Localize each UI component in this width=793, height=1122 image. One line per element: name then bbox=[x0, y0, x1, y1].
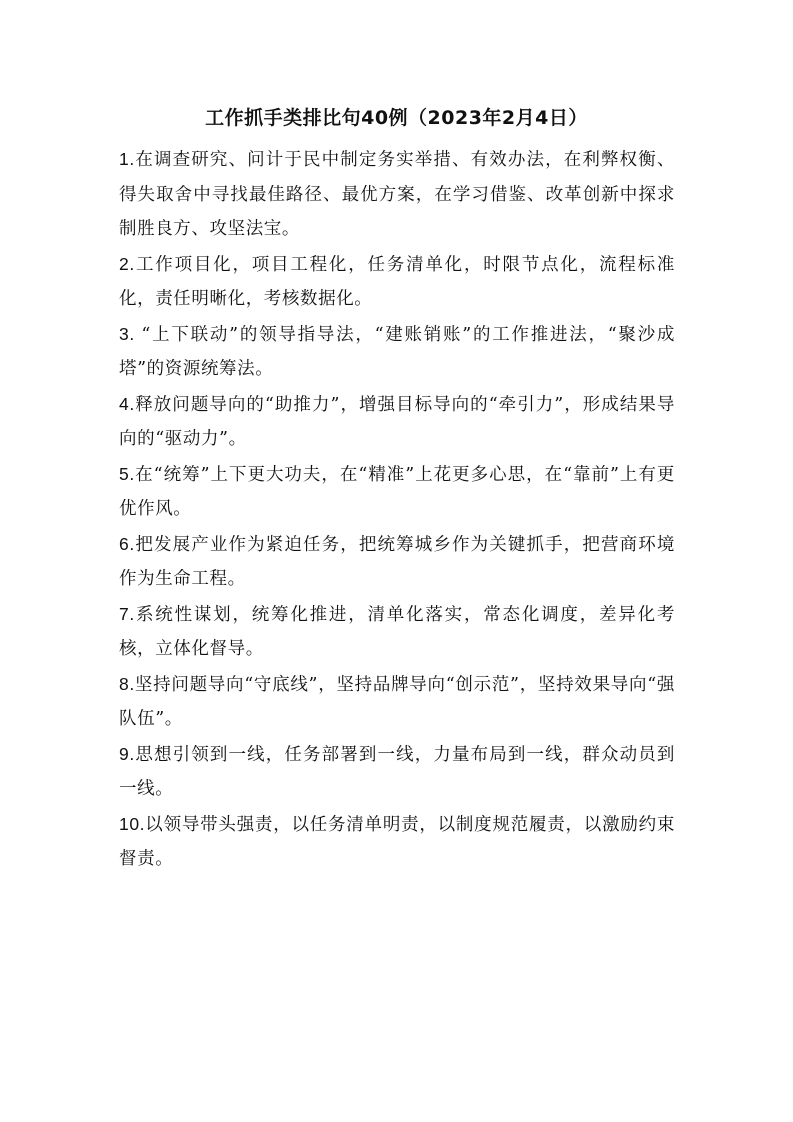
item-text: 工作项目化，项目工程化，任务清单化，时限节点化，流程标准化，责任明晰化，考核数据化。 bbox=[119, 254, 675, 309]
item-number: 10. bbox=[119, 813, 146, 834]
list-item bbox=[119, 667, 675, 737]
item-text: 系统性谋划，统筹化推进，清单化落实，常态化调度，差异化考核，立体化督导。 bbox=[119, 604, 675, 659]
item-number: 6. bbox=[119, 533, 135, 554]
list-item bbox=[119, 247, 675, 317]
item-number: 5. bbox=[119, 463, 135, 484]
item-text: 在“统筹”上下更大功夫，在“精准”上花更多心思，在“靠前”上有更优作风。 bbox=[119, 464, 675, 519]
item-number: 7. bbox=[119, 603, 135, 624]
document-body bbox=[119, 142, 675, 877]
list-item bbox=[119, 597, 675, 667]
list-item bbox=[119, 142, 675, 247]
item-number: 4. bbox=[119, 393, 135, 414]
item-text: 坚持问题导向“守底线”，坚持品牌导向“创示范”，坚持效果导向“强队伍”。 bbox=[119, 674, 675, 729]
item-number: 3. bbox=[119, 323, 142, 344]
item-text: 思想引领到一线，任务部署到一线，力量布局到一线，群众动员到一线。 bbox=[119, 744, 675, 799]
list-item bbox=[119, 807, 675, 877]
item-text: 释放问题导向的“助推力”，增强目标导向的“牵引力”，形成结果导向的“驱动力”。 bbox=[119, 394, 675, 449]
item-number: 9. bbox=[119, 743, 135, 764]
item-text: 以领导带头强责，以任务清单明责，以制度规范履责，以激励约束督责。 bbox=[119, 814, 675, 869]
list-item bbox=[119, 737, 675, 807]
item-text: 把发展产业作为紧迫任务，把统筹城乡作为关键抓手，把营商环境作为生命工程。 bbox=[119, 534, 675, 589]
item-number: 8. bbox=[119, 673, 135, 694]
list-item bbox=[119, 317, 675, 387]
item-number: 2. bbox=[119, 253, 135, 274]
list-item bbox=[119, 527, 675, 597]
list-item bbox=[119, 387, 675, 457]
document-title: 工作抓手类排比句40例（2023年2月4日） bbox=[205, 107, 588, 129]
item-text: 在调查研究、问计于民中制定务实举措、有效办法，在利弊权衡、得失取舍中寻找最佳路径、最优方案，在学习借鉴、改革创新中探求制胜良方、攻坚法宝。 bbox=[119, 150, 675, 239]
list-item bbox=[119, 457, 675, 527]
item-text: “上下联动”的领导指导法，“建账销账”的工作推进法，“聚沙成塔”的资源统筹法。 bbox=[119, 324, 676, 379]
item-number: 1. bbox=[119, 149, 135, 169]
